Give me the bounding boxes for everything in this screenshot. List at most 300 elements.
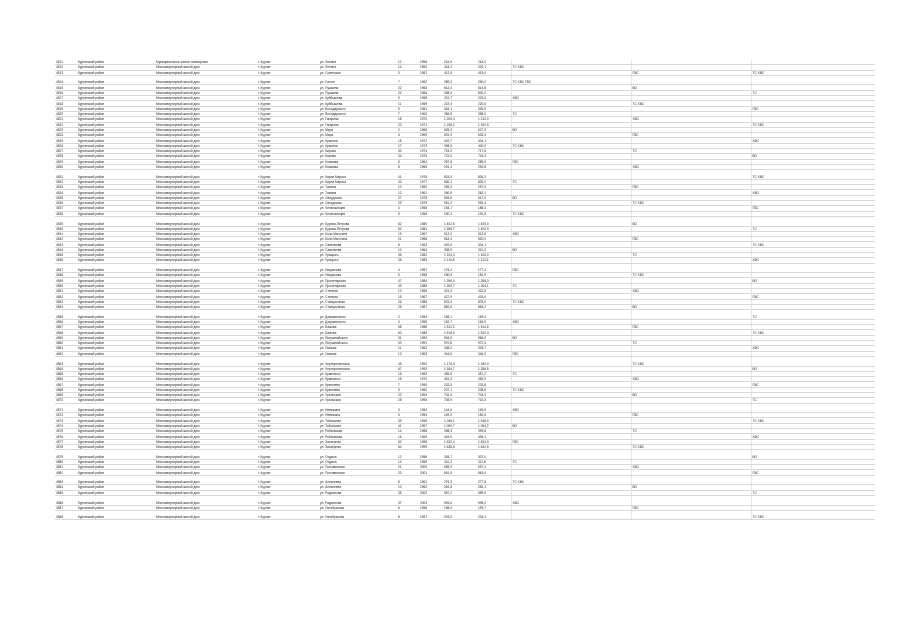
cell-city: г. Курган bbox=[257, 278, 319, 283]
cell-street: ул. Мира bbox=[319, 133, 397, 138]
cell-area-total: 1 518,9 bbox=[443, 330, 477, 335]
cell-area-total: 1 110,8 bbox=[443, 258, 477, 263]
cell-object-type: Многоквартирный жилой дом bbox=[155, 335, 257, 340]
cell-street: ул. Станционная bbox=[319, 304, 397, 309]
cell-service-col-3: ТС ХВС bbox=[751, 70, 875, 75]
cell-object-type: Многоквартирный жилой дом bbox=[155, 143, 257, 148]
cell-area-living: 633,4 bbox=[477, 133, 511, 138]
cell-object-type: Многоквартирный жилой дом bbox=[155, 299, 257, 304]
cell-object-type: Многоквартирный жилой дом bbox=[155, 289, 257, 294]
cell-year: 1961 bbox=[419, 106, 443, 111]
cell-house-number: 23 bbox=[397, 470, 419, 475]
cell-street: ул. Ленина bbox=[319, 65, 397, 70]
cell-district: Курганский район bbox=[77, 459, 155, 464]
cell-street: ул. Уральская bbox=[319, 398, 397, 403]
cell-object-type: Многоквартирный жилой дом bbox=[155, 179, 257, 184]
cell-area-total: 1 262,7 bbox=[443, 283, 477, 288]
cell-house-number: 16 bbox=[397, 434, 419, 439]
cell-row-number: 4580 bbox=[55, 459, 77, 464]
cell-service-col-2: ВО bbox=[631, 485, 751, 490]
cell-area-living: 724,3 bbox=[477, 154, 511, 159]
cell-street: ул. Октябрьская bbox=[319, 505, 397, 510]
cell-city: г. Курган bbox=[257, 444, 319, 449]
cell-area-total: 1 046,1 bbox=[443, 418, 477, 423]
cell-house-number: 31 bbox=[397, 335, 419, 340]
cell-district: Курганский район bbox=[77, 403, 155, 413]
cell-house-number: 58 bbox=[397, 325, 419, 330]
cell-service-col-3: ТС ХВС bbox=[751, 418, 875, 423]
cell-service-col-2: ТС bbox=[631, 429, 751, 434]
table-row bbox=[55, 450, 875, 460]
cell-district: Курганский район bbox=[77, 393, 155, 398]
cell-house-number: 26 bbox=[397, 299, 419, 304]
cell-district: Курганский район bbox=[77, 346, 155, 351]
cell-district: Курганский район bbox=[77, 190, 155, 195]
cell-object-type: Многоквартирный жилой дом bbox=[155, 106, 257, 111]
cell-service-col-2 bbox=[631, 263, 751, 273]
cell-street: ул. Тобольная bbox=[319, 423, 397, 428]
cell-city: г. Курган bbox=[257, 299, 319, 304]
cell-district: Курганский район bbox=[77, 429, 155, 434]
cell-district: Курганский район bbox=[77, 216, 155, 226]
cell-row-number: 4531 bbox=[55, 170, 77, 180]
cell-service-col-2 bbox=[631, 310, 751, 320]
cell-house-number: 7 bbox=[397, 382, 419, 387]
cell-year: 1969 bbox=[419, 371, 443, 376]
cell-house-number: 8 bbox=[397, 242, 419, 247]
cell-house-number: 45 bbox=[397, 356, 419, 366]
cell-row-number: 4517 bbox=[55, 96, 77, 101]
cell-year: 1966 bbox=[419, 90, 443, 95]
cell-district: Курганский район bbox=[77, 398, 155, 403]
cell-street: ул. Кравченко bbox=[319, 371, 397, 376]
cell-district: Курганский район bbox=[77, 179, 155, 184]
cell-house-number: 10 bbox=[397, 247, 419, 252]
cell-area-total: 176,2 bbox=[443, 263, 477, 273]
cell-service-col-2: ХВС bbox=[631, 164, 751, 169]
cell-house-number: 10 bbox=[397, 485, 419, 490]
cell-year: 1976 bbox=[419, 170, 443, 180]
cell-area-total: 1 178,3 bbox=[443, 356, 477, 366]
cell-object-type: Многоквартирный жилой дом bbox=[155, 356, 257, 366]
cell-house-number: 4 bbox=[397, 319, 419, 324]
cell-area-total: 256,3 bbox=[443, 185, 477, 190]
cell-area-living: 203,0 bbox=[477, 96, 511, 101]
cell-row-number: 4586 bbox=[55, 495, 77, 505]
cell-area-total: 498,0 bbox=[443, 90, 477, 95]
cell-object-type: Многоквартирный жилой дом bbox=[155, 439, 257, 444]
cell-row-number: 4573 bbox=[55, 418, 77, 423]
cell-area-total: 276,3 bbox=[443, 475, 477, 485]
cell-area-total: 993,6 bbox=[443, 495, 477, 505]
cell-service-col-1: ТС bbox=[511, 179, 631, 184]
cell-row-number: 4588 bbox=[55, 510, 77, 520]
cell-street: ул. Куйбышева bbox=[319, 96, 397, 101]
cell-area-total: 625,3 bbox=[443, 127, 477, 132]
cell-object-type: Многоквартирный жилой дом bbox=[155, 434, 257, 439]
cell-house-number: 47 bbox=[397, 366, 419, 371]
cell-city: г. Курган bbox=[257, 371, 319, 376]
cell-city: г. Курган bbox=[257, 418, 319, 423]
cell-street: ул. Радионова bbox=[319, 490, 397, 495]
cell-service-col-1: ВО bbox=[511, 127, 631, 132]
cell-area-living: 1 054,2 bbox=[477, 423, 511, 428]
table-row bbox=[55, 495, 875, 505]
cell-row-number: 4542 bbox=[55, 237, 77, 242]
cell-city: г. Курган bbox=[257, 122, 319, 127]
cell-object-type: Многоквартирный жилой дом bbox=[155, 159, 257, 164]
cell-district: Курганский район bbox=[77, 278, 155, 283]
cell-object-type: Многоквартирный жилой дом bbox=[155, 195, 257, 200]
cell-service-col-2: ГВС bbox=[631, 325, 751, 330]
cell-year: 1969 bbox=[419, 434, 443, 439]
cell-district: Курганский район bbox=[77, 413, 155, 418]
cell-year: 1954 bbox=[419, 413, 443, 418]
cell-row-number: 4524 bbox=[55, 133, 77, 138]
cell-city: г. Курган bbox=[257, 459, 319, 464]
cell-city: г. Курган bbox=[257, 335, 319, 340]
cell-district: Курганский район bbox=[77, 70, 155, 75]
cell-row-number: 4541 bbox=[55, 231, 77, 236]
cell-row-number: 4568 bbox=[55, 387, 77, 392]
cell-area-living: 1 640,5 bbox=[477, 444, 511, 449]
cell-object-type: Многоквартирный жилой дом bbox=[155, 304, 257, 309]
cell-year: 1960 bbox=[419, 185, 443, 190]
cell-city: г. Курган bbox=[257, 206, 319, 211]
cell-city: г. Курган bbox=[257, 75, 319, 85]
cell-area-living: 513,6 bbox=[477, 231, 511, 236]
cell-street: ул. Чернореченская bbox=[319, 366, 397, 371]
cell-year: 1977 bbox=[419, 179, 443, 184]
cell-object-type: Многоквартирный жилой дом bbox=[155, 377, 257, 382]
cell-district: Курганский район bbox=[77, 283, 155, 288]
cell-service-col-3: ТС ХВС bbox=[751, 242, 875, 247]
cell-year: 1985 bbox=[419, 283, 443, 288]
cell-area-living: 1 520,3 bbox=[477, 330, 511, 335]
cell-row-number: 4516 bbox=[55, 90, 77, 95]
cell-house-number: 9 bbox=[397, 96, 419, 101]
cell-service-col-3: ТС ХВС bbox=[751, 330, 875, 335]
cell-object-type: Многоквартирный жилой дом bbox=[155, 341, 257, 346]
cell-object-type: Многоквартирный жилой дом bbox=[155, 423, 257, 428]
cell-object-type: Многоквартирный жилой дом bbox=[155, 65, 257, 70]
cell-service-col-1: ТС bbox=[511, 459, 631, 464]
cell-city: г. Курган bbox=[257, 237, 319, 242]
cell-object-type: Многоквартирный жилой дом bbox=[155, 70, 257, 75]
cell-city: г. Курган bbox=[257, 319, 319, 324]
cell-district: Курганский район bbox=[77, 154, 155, 159]
cell-area-living: 704,0 bbox=[477, 393, 511, 398]
cell-city: г. Курган bbox=[257, 143, 319, 148]
cell-area-living: 1 200,5 bbox=[477, 122, 511, 127]
cell-year: 1972 bbox=[419, 138, 443, 143]
cell-house-number: 14 bbox=[397, 429, 419, 434]
cell-year: 1970 bbox=[419, 117, 443, 122]
cell-area-total: 398,5 bbox=[443, 143, 477, 148]
cell-service-col-2: ВО bbox=[631, 216, 751, 226]
cell-area-living: 400,0 bbox=[477, 143, 511, 148]
cell-area-living: 283,1 bbox=[477, 485, 511, 490]
cell-area-total: 455,8 bbox=[443, 371, 477, 376]
cell-district: Курганский район bbox=[77, 377, 155, 382]
cell-area-total: 461,3 bbox=[443, 377, 477, 382]
cell-area-total: 518,4 bbox=[443, 237, 477, 242]
cell-area-total: 876,4 bbox=[443, 299, 477, 304]
cell-city: г. Курган bbox=[257, 273, 319, 278]
cell-row-number: 4560 bbox=[55, 341, 77, 346]
cell-object-type: Многоквартирный жилой дом bbox=[155, 117, 257, 122]
cell-object-type: Многоквартирный жилой дом bbox=[155, 122, 257, 127]
cell-house-number: 3 bbox=[397, 403, 419, 413]
cell-house-number: 37 bbox=[397, 495, 419, 505]
cell-house-number: 13 bbox=[397, 289, 419, 294]
cell-service-col-3: ГВС bbox=[751, 382, 875, 387]
cell-year: 2000 bbox=[419, 465, 443, 470]
cell-district: Курганский район bbox=[77, 450, 155, 460]
cell-row-number: 4570 bbox=[55, 398, 77, 403]
table-body bbox=[55, 60, 875, 520]
cell-row-number: 4584 bbox=[55, 485, 77, 490]
cell-district: Курганский район bbox=[77, 170, 155, 180]
cell-row-number: 4521 bbox=[55, 117, 77, 122]
cell-object-type: Многоквартирный жилой дом bbox=[155, 278, 257, 283]
cell-service-col-2: ХВС bbox=[631, 117, 751, 122]
cell-year: 1956 bbox=[419, 60, 443, 65]
cell-street: ул. Челюскинцев bbox=[319, 206, 397, 211]
cell-street: ул. Дзержинского bbox=[319, 319, 397, 324]
cell-area-total: 1 198,2 bbox=[443, 122, 477, 127]
cell-street: ул. Кирова bbox=[319, 149, 397, 154]
cell-area-total: 1 402,5 bbox=[443, 216, 477, 226]
cell-year: 1988 bbox=[419, 325, 443, 330]
cell-row-number: 4557 bbox=[55, 325, 77, 330]
cell-service-col-2: ГВС bbox=[631, 505, 751, 510]
cell-house-number: 18 bbox=[397, 377, 419, 382]
cell-district: Курганский район bbox=[77, 490, 155, 495]
cell-city: г. Курган bbox=[257, 304, 319, 309]
cell-year: 1984 bbox=[419, 278, 443, 283]
cell-city: г. Курган bbox=[257, 201, 319, 206]
cell-district: Курганский район bbox=[77, 231, 155, 236]
cell-street: ул. Тобольная bbox=[319, 418, 397, 423]
cell-area-living: 238,6 bbox=[477, 387, 511, 392]
cell-district: Курганский район bbox=[77, 439, 155, 444]
cell-service-col-3: ВО bbox=[751, 366, 875, 371]
cell-house-number: 6 bbox=[397, 273, 419, 278]
cell-house-number: 23 bbox=[397, 393, 419, 398]
cell-area-living: 150,5 bbox=[477, 413, 511, 418]
cell-street: ул. Невежина bbox=[319, 403, 397, 413]
cell-street: ул. Куйбышева bbox=[319, 101, 397, 106]
cell-house-number: 8 bbox=[397, 510, 419, 520]
cell-object-type: Многоквартирный жилой дом bbox=[155, 164, 257, 169]
cell-district: Курганский район bbox=[77, 510, 155, 520]
cell-house-number: 27 bbox=[397, 195, 419, 200]
cell-district: Курганский район bbox=[77, 247, 155, 252]
cell-district: Курганский район bbox=[77, 423, 155, 428]
cell-object-type: Многоквартирный жилой дом bbox=[155, 403, 257, 413]
cell-service-col-1: ВО bbox=[511, 195, 631, 200]
cell-row-number: 4581 bbox=[55, 465, 77, 470]
cell-area-total: 356,8 bbox=[443, 111, 477, 116]
cell-year: 1979 bbox=[419, 201, 443, 206]
cell-service-col-3: ВО bbox=[751, 154, 875, 159]
cell-district: Курганский район bbox=[77, 127, 155, 132]
table-row bbox=[55, 263, 875, 273]
cell-area-total: 631,9 bbox=[443, 133, 477, 138]
cell-street: ул. Свердлова bbox=[319, 201, 397, 206]
cell-area-total: 1 632,4 bbox=[443, 439, 477, 444]
cell-city: г. Курган bbox=[257, 325, 319, 330]
cell-street: ул. Ястржембского bbox=[319, 335, 397, 340]
cell-city: г. Курган bbox=[257, 393, 319, 398]
cell-house-number: 11 bbox=[397, 101, 419, 106]
cell-house-number: 10 bbox=[397, 185, 419, 190]
cell-area-living: 710,3 bbox=[477, 398, 511, 403]
cell-row-number: 4565 bbox=[55, 371, 77, 376]
cell-house-number: 11 bbox=[397, 346, 419, 351]
cell-city: г. Курган bbox=[257, 439, 319, 444]
cell-area-living: 339,7 bbox=[477, 346, 511, 351]
cell-row-number: 4544 bbox=[55, 247, 77, 252]
cell-district: Курганский район bbox=[77, 299, 155, 304]
cell-area-living: 262,1 bbox=[477, 190, 511, 195]
cell-area-living: 310,2 bbox=[477, 247, 511, 252]
cell-house-number: 14 bbox=[397, 65, 419, 70]
cell-area-total: 708,9 bbox=[443, 398, 477, 403]
cell-city: г. Курган bbox=[257, 495, 319, 505]
cell-city: г. Курган bbox=[257, 356, 319, 366]
cell-year: 1996 bbox=[419, 418, 443, 423]
cell-area-total: 945,6 bbox=[443, 195, 477, 200]
cell-area-living: 1 400,9 bbox=[477, 226, 511, 231]
cell-house-number: 21 bbox=[397, 237, 419, 242]
cell-city: г. Курган bbox=[257, 226, 319, 231]
cell-city: г. Курган bbox=[257, 423, 319, 428]
cell-year: 1968 bbox=[419, 127, 443, 132]
cell-city: г. Курган bbox=[257, 382, 319, 387]
cell-city: г. Курган bbox=[257, 70, 319, 75]
cell-row-number: 4553 bbox=[55, 299, 77, 304]
cell-street: ул. Кремлева bbox=[319, 382, 397, 387]
cell-street: ул. Свердлова bbox=[319, 195, 397, 200]
cell-area-living: 204,4 bbox=[477, 510, 511, 520]
cell-service-col-2: ТС ХВС bbox=[631, 201, 751, 206]
cell-house-number: 6 bbox=[397, 159, 419, 164]
cell-area-living: 358,0 bbox=[477, 111, 511, 116]
cell-district: Курганский район bbox=[77, 371, 155, 376]
cell-street: ул. Радионова bbox=[319, 495, 397, 505]
cell-house-number: 14 bbox=[397, 459, 419, 464]
cell-street: ул. Пушкина bbox=[319, 85, 397, 90]
cell-area-total: 158,1 bbox=[443, 310, 477, 320]
cell-street: ул. Бажова bbox=[319, 330, 397, 335]
cell-area-total: 232,5 bbox=[443, 382, 477, 387]
cell-object-type: Многоквартирный жилой дом bbox=[155, 263, 257, 273]
cell-house-number: 13 bbox=[397, 351, 419, 356]
cell-district: Курганский район bbox=[77, 117, 155, 122]
cell-house-number: 19 bbox=[397, 231, 419, 236]
cell-area-living: 1 210,0 bbox=[477, 117, 511, 122]
cell-area-living: 1 405,0 bbox=[477, 216, 511, 226]
cell-area-total: 715,2 bbox=[443, 149, 477, 154]
cell-object-type: Многоквартирный жилой дом bbox=[155, 252, 257, 257]
cell-year: 1975 bbox=[419, 154, 443, 159]
cell-row-number: 4582 bbox=[55, 470, 77, 475]
cell-year: 1953 bbox=[419, 403, 443, 413]
cell-district: Курганский район bbox=[77, 351, 155, 356]
cell-row-number: 4514 bbox=[55, 75, 77, 85]
cell-area-living: 500,2 bbox=[477, 90, 511, 95]
cell-area-living: 257,5 bbox=[477, 185, 511, 190]
cell-area-total: 281,8 bbox=[443, 485, 477, 490]
cell-service-col-3: ТС bbox=[751, 90, 875, 95]
cell-row-number: 4547 bbox=[55, 263, 77, 273]
cell-street: ул. Володарского bbox=[319, 106, 397, 111]
cell-object-type: Многоквартирный жилой дом bbox=[155, 413, 257, 418]
cell-service-col-3: ТС bbox=[751, 226, 875, 231]
cell-area-total: 964,5 bbox=[443, 335, 477, 340]
cell-street: ул. Пролетарская bbox=[319, 278, 397, 283]
cell-service-col-3: ХВС bbox=[751, 434, 875, 439]
cell-service-col-2: ВО bbox=[631, 85, 751, 90]
cell-area-total: 1 104,3 bbox=[443, 252, 477, 257]
cell-street: ул. Некрасова bbox=[319, 273, 397, 278]
cell-year: 1968 bbox=[419, 237, 443, 242]
cell-object-type: Многоквартирный жилой дом bbox=[155, 495, 257, 505]
cell-area-living: 277,8 bbox=[477, 475, 511, 485]
cell-row-number: 4522 bbox=[55, 122, 77, 127]
cell-service-col-1: ХВС bbox=[511, 495, 631, 505]
cell-year: 1970 bbox=[419, 377, 443, 382]
cell-row-number: 4583 bbox=[55, 475, 77, 485]
cell-object-type: Многоквартирный жилой дом bbox=[155, 206, 257, 211]
cell-service-col-1: ХВС bbox=[511, 231, 631, 236]
cell-area-living: 289,0 bbox=[477, 159, 511, 164]
cell-area-living: 1 264,1 bbox=[477, 283, 511, 288]
cell-row-number: 4585 bbox=[55, 490, 77, 495]
cell-year: 1974 bbox=[419, 149, 443, 154]
cell-object-type: Многоквартирный жилой дом bbox=[155, 149, 257, 154]
cell-house-number: 64 bbox=[397, 444, 419, 449]
cell-service-col-3 bbox=[751, 75, 875, 85]
cell-street: ул. Гоголя bbox=[319, 75, 397, 85]
cell-area-living: 307,0 bbox=[477, 450, 511, 460]
cell-year: 1992 bbox=[419, 356, 443, 366]
cell-street: ул. Урицкого bbox=[319, 258, 397, 263]
cell-service-col-1: ТС bbox=[511, 111, 631, 116]
cell-area-living: 220,6 bbox=[477, 101, 511, 106]
cell-district: Курганский район bbox=[77, 242, 155, 247]
cell-year: 1969 bbox=[419, 133, 443, 138]
cell-street: ул. Томина bbox=[319, 185, 397, 190]
cell-row-number: 4561 bbox=[55, 346, 77, 351]
cell-year: 1964 bbox=[419, 247, 443, 252]
cell-area-living: 429,0 bbox=[477, 294, 511, 299]
cell-street: ул. Карла Маркса bbox=[319, 179, 397, 184]
cell-year: 1957 bbox=[419, 70, 443, 75]
cell-district: Курганский район bbox=[77, 495, 155, 505]
cell-city: г. Курган bbox=[257, 138, 319, 143]
cell-city: г. Курган bbox=[257, 403, 319, 413]
cell-house-number: 52 bbox=[397, 216, 419, 226]
cell-service-col-2: ТС ХВС bbox=[631, 444, 751, 449]
cell-district: Курганский район bbox=[77, 485, 155, 490]
cell-house-number: 39 bbox=[397, 418, 419, 423]
cell-year: 1999 bbox=[419, 444, 443, 449]
cell-house-number: 15 bbox=[397, 294, 419, 299]
cell-area-living: 462,9 bbox=[477, 377, 511, 382]
